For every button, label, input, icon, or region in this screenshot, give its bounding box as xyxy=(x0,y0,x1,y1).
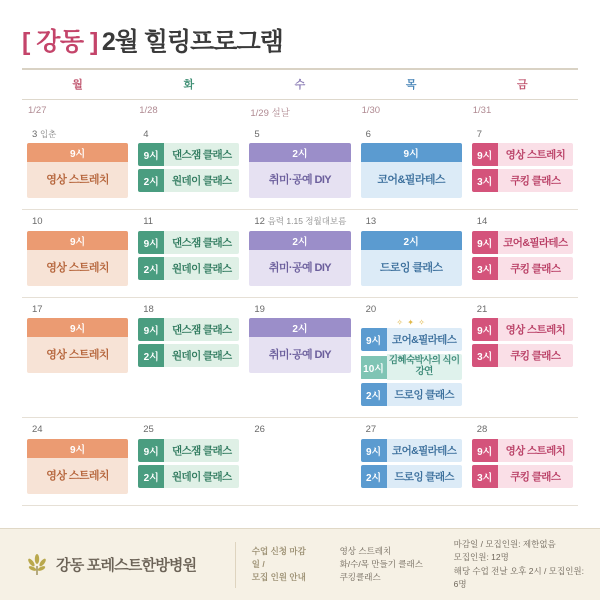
event-block[interactable] xyxy=(138,439,239,462)
event-block[interactable] xyxy=(249,231,350,286)
day-cell[interactable] xyxy=(22,123,133,210)
event-name: 코어&필라테스 xyxy=(387,439,462,462)
event-time: 9시 xyxy=(138,318,164,341)
event-name: 댄스잼 클래스 xyxy=(164,231,239,254)
prev-month-date-row xyxy=(22,100,578,124)
event-block[interactable] xyxy=(472,231,573,254)
leaf-icon xyxy=(26,553,48,577)
event-time: 2시 xyxy=(249,318,350,337)
footer-deadline-1: 마감일 / 모집인원: 제한없음 xyxy=(453,539,556,550)
event-block[interactable] xyxy=(138,318,239,341)
day-cell[interactable] xyxy=(356,210,467,297)
footer-deadline-3: 해당 수업 전날 오후 2시 / 모집인원: 6명 xyxy=(453,565,584,589)
event-name: 영상 스트레치 xyxy=(27,458,128,494)
day-number: 27 xyxy=(365,424,377,436)
event-name: 김혜숙박사의 식이강연 xyxy=(387,354,462,380)
event-name: 드로잉 클래스 xyxy=(361,250,462,286)
event-name: 영상 스트레치 xyxy=(498,143,573,166)
event-block[interactable] xyxy=(138,257,239,280)
footer-program-1: 영상 스트레치 xyxy=(339,545,392,556)
calendar-header xyxy=(22,69,578,100)
event-name: 영상 스트레치 xyxy=(498,439,573,462)
event-time: 3시 xyxy=(472,344,498,367)
event-time: 9시 xyxy=(27,143,128,162)
event-time: 9시 xyxy=(27,439,128,458)
prev-date-wed: 1/29 설날 xyxy=(250,108,290,119)
event-block[interactable] xyxy=(249,318,350,373)
footer-heading-line2: 모집 인원 안내 xyxy=(251,572,306,583)
day-number: 20 xyxy=(365,303,377,315)
event-name: 드로잉 클래스 xyxy=(387,465,462,488)
event-time: 2시 xyxy=(138,344,164,367)
day-number: 3 입춘 xyxy=(32,129,57,140)
event-block[interactable] xyxy=(138,344,239,367)
prev-date-thu: 1/30 xyxy=(361,105,381,116)
event-name: 드로잉 클래스 xyxy=(387,383,462,406)
day-cell[interactable] xyxy=(22,297,133,417)
footer-program-list xyxy=(324,545,438,585)
day-cell[interactable] xyxy=(133,210,244,297)
event-name: 댄스잼 클래스 xyxy=(164,143,239,166)
event-time: 2시 xyxy=(249,231,350,250)
event-time: 2시 xyxy=(138,257,164,280)
event-block[interactable] xyxy=(27,439,128,494)
event-name: 영상 스트레치 xyxy=(27,250,128,286)
day-number: 28 xyxy=(476,424,488,436)
day-cell[interactable] xyxy=(356,297,467,417)
event-block[interactable] xyxy=(138,231,239,254)
event-block[interactable] xyxy=(361,143,462,198)
event-block[interactable] xyxy=(361,439,462,462)
page-title xyxy=(0,0,600,68)
event-block[interactable] xyxy=(472,257,573,280)
weekday-wed: 수 xyxy=(244,69,355,100)
event-name: 쿠킹 클래스 xyxy=(498,344,573,367)
event-time: 2시 xyxy=(138,465,164,488)
event-time: 2시 xyxy=(138,169,164,192)
event-time: 3시 xyxy=(472,465,498,488)
day-cell-empty[interactable] xyxy=(244,418,355,505)
weekday-mon: 월 xyxy=(22,69,133,100)
event-time: 2시 xyxy=(361,383,387,406)
footer-heading xyxy=(236,545,324,585)
event-name: 코어&필라테스 xyxy=(361,162,462,198)
event-block[interactable] xyxy=(27,143,128,198)
event-name: 쿠킹 클래스 xyxy=(498,169,573,192)
calendar-body xyxy=(22,100,578,506)
event-name: 취미·공예 DIY xyxy=(249,337,350,373)
event-name: 영상 스트레치 xyxy=(498,318,573,341)
event-time: 9시 xyxy=(361,439,387,462)
calendar-week-row xyxy=(22,123,578,210)
event-name: 쿠킹 클래스 xyxy=(498,257,573,280)
event-block[interactable] xyxy=(472,318,573,341)
hospital-logo xyxy=(0,542,236,588)
event-block[interactable] xyxy=(472,465,573,488)
event-block[interactable] xyxy=(138,465,239,488)
event-time: 9시 xyxy=(361,143,462,162)
day-number: 24 xyxy=(32,424,43,436)
event-block[interactable] xyxy=(138,169,239,192)
event-time: 3시 xyxy=(472,257,498,280)
day-number: 12 음력 1.15 정월대보름 xyxy=(254,216,347,228)
day-number: 11 xyxy=(143,216,154,228)
day-number: 21 xyxy=(476,303,488,315)
day-cell[interactable] xyxy=(22,210,133,297)
event-time: 10시 xyxy=(361,356,387,379)
event-time: 9시 xyxy=(138,439,164,462)
event-time: 9시 xyxy=(27,231,128,250)
event-block[interactable] xyxy=(472,439,573,462)
weekday-row xyxy=(22,69,578,100)
day-cell[interactable] xyxy=(133,123,244,210)
event-time: 9시 xyxy=(361,328,387,351)
day-cell[interactable] xyxy=(133,297,244,417)
event-block[interactable] xyxy=(472,344,573,367)
prev-date-tue: 1/28 xyxy=(139,105,158,116)
footer-heading-line1: 수업 신청 마감일 / xyxy=(251,545,306,569)
event-name: 코어&필라테스 xyxy=(387,328,462,351)
event-name: 원데이 클래스 xyxy=(164,257,239,280)
event-time: 9시 xyxy=(27,318,128,337)
event-block-special[interactable] xyxy=(361,354,462,380)
day-cell[interactable] xyxy=(467,297,578,417)
sparkle-decoration: ✧ ✦ ✧ xyxy=(396,318,426,328)
program-calendar xyxy=(22,68,578,506)
day-cell[interactable] xyxy=(467,123,578,210)
event-name: 취미·공예 DIY xyxy=(249,162,350,198)
event-block[interactable] xyxy=(472,169,573,192)
prev-date-fri: 1/31 xyxy=(472,105,492,116)
event-name: 쿠킹 클래스 xyxy=(498,465,573,488)
day-number: 17 xyxy=(32,303,43,315)
event-block[interactable] xyxy=(361,465,462,488)
event-name: 원데이 클래스 xyxy=(164,344,239,367)
event-time: 9시 xyxy=(472,231,498,254)
title-bracket: [ 강동 ] xyxy=(22,28,98,56)
event-block[interactable] xyxy=(361,383,462,406)
day-cell[interactable] xyxy=(244,123,355,210)
event-block[interactable] xyxy=(27,231,128,286)
day-cell[interactable] xyxy=(244,210,355,297)
event-time: 9시 xyxy=(472,439,498,462)
event-time: 9시 xyxy=(472,143,498,166)
day-number: 7 xyxy=(476,129,483,140)
hospital-name: 강동 포레스트한방병원 xyxy=(56,557,197,574)
day-number: 6 xyxy=(365,129,371,140)
day-cell[interactable] xyxy=(244,297,355,417)
day-cell[interactable] xyxy=(356,418,467,505)
event-name: 취미·공예 DIY xyxy=(249,250,350,286)
day-number: 18 xyxy=(143,303,154,315)
calendar-week-row xyxy=(22,418,578,505)
event-time: 2시 xyxy=(361,231,462,250)
event-block[interactable] xyxy=(27,318,128,373)
event-block[interactable] xyxy=(472,143,573,166)
weekday-thu: 목 xyxy=(356,69,467,100)
day-cell[interactable] xyxy=(467,418,578,505)
day-cell[interactable] xyxy=(133,418,244,505)
event-name: 영상 스트레치 xyxy=(27,337,128,373)
footer-bar xyxy=(0,528,600,600)
footer-program-2: 화/수/목 만들기 클래스 xyxy=(339,558,423,569)
event-time: 9시 xyxy=(472,318,498,341)
event-name: 댄스잼 클래스 xyxy=(164,318,239,341)
footer-program-3: 쿠킹클래스 xyxy=(339,572,381,583)
event-block[interactable] xyxy=(361,328,462,351)
day-number: 14 xyxy=(476,216,488,228)
event-time: 2시 xyxy=(249,143,350,162)
event-block[interactable] xyxy=(361,231,462,286)
calendar-week-row xyxy=(22,297,578,417)
event-block[interactable] xyxy=(249,143,350,198)
weekday-fri: 금 xyxy=(467,69,578,100)
day-number: 10 xyxy=(32,216,43,228)
day-cell[interactable] xyxy=(22,418,133,505)
event-name: 원데이 클래스 xyxy=(164,465,239,488)
day-number: 26 xyxy=(254,424,265,436)
day-number: 13 xyxy=(365,216,377,228)
day-number: 25 xyxy=(143,424,154,436)
event-block[interactable] xyxy=(138,143,239,166)
footer-deadline-2: 모집인원: 12명 xyxy=(453,552,509,563)
event-time: 3시 xyxy=(472,169,498,192)
event-time: 9시 xyxy=(138,231,164,254)
event-name: 원데이 클래스 xyxy=(164,169,239,192)
day-cell[interactable] xyxy=(356,123,467,210)
calendar-week-row xyxy=(22,210,578,297)
day-cell[interactable] xyxy=(467,210,578,297)
event-name: 코어&필라테스 xyxy=(498,231,573,254)
prev-date-mon: 1/27 xyxy=(28,105,47,116)
event-time: 2시 xyxy=(361,465,387,488)
event-name: 영상 스트레치 xyxy=(27,162,128,198)
day-number: 4 xyxy=(143,129,149,140)
weekday-tue: 화 xyxy=(133,69,244,100)
day-number: 19 xyxy=(254,303,265,315)
day-number: 5 xyxy=(254,129,260,140)
footer-deadline-list xyxy=(438,538,600,591)
event-time: 9시 xyxy=(138,143,164,166)
title-text: 2월 힐링프로그램 xyxy=(101,28,283,56)
event-name: 댄스잼 클래스 xyxy=(164,439,239,462)
